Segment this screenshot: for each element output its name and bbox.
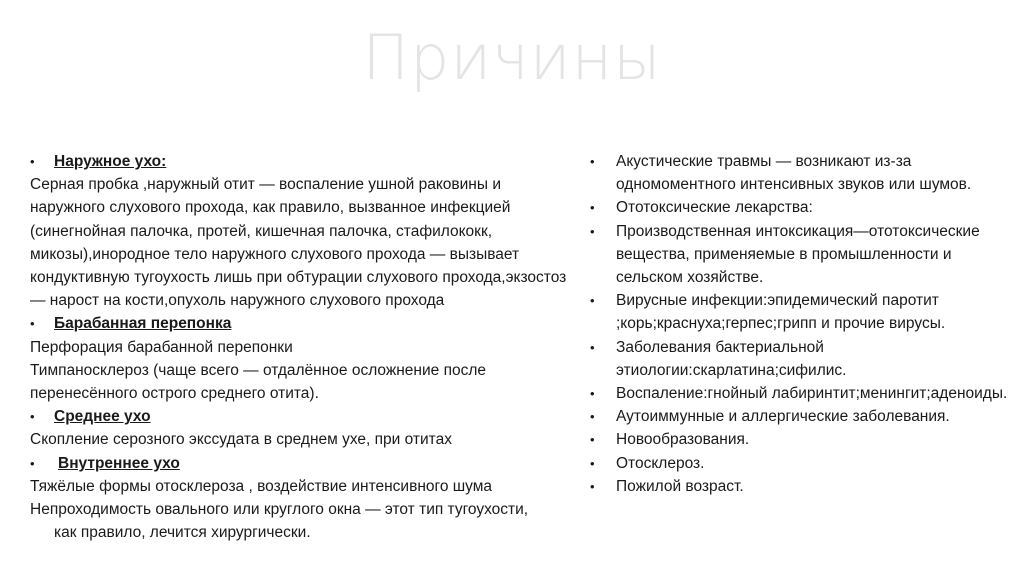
- list-item-text: Акустические травмы — возникают из-за одномоментного интенсивных звуков или шумов.: [616, 153, 972, 194]
- bullet-icon: •: [30, 409, 35, 425]
- list-item: [590, 289, 1010, 335]
- list-item-text: Новообразования.: [616, 431, 750, 449]
- list-item-text: Пожилой возраст.: [616, 477, 744, 495]
- section-text: Тимпаносклероз (чаще всего — отдалённое осложнение после перенесённого острого среднего отита).: [30, 361, 487, 403]
- section-heading: Наружное ухо:: [54, 153, 167, 170]
- list-item-text: Производственная интоксикация—ототоксические вещества, применяемые в промышленности и сельском хозяйстве.: [616, 222, 980, 287]
- bullet-icon: •: [30, 455, 35, 471]
- bullet-icon: •: [590, 455, 595, 471]
- left-column: [30, 150, 578, 544]
- bullet-icon: •: [590, 339, 595, 355]
- list-item-text: Аутоиммунные и аллергические заболевания.: [616, 408, 950, 426]
- bullet-icon: •: [590, 154, 595, 169]
- bullet-icon: •: [590, 432, 595, 448]
- bullet-icon: •: [30, 154, 35, 169]
- bullet-icon: •: [590, 386, 595, 402]
- list-item: [590, 428, 1010, 451]
- section-middle-ear: [30, 405, 578, 428]
- right-column: [590, 150, 1010, 498]
- section-outer-ear: [30, 150, 578, 173]
- list-item: [590, 382, 1010, 405]
- section-heading: Внутреннее ухо: [58, 454, 180, 472]
- bullet-icon: •: [590, 409, 595, 425]
- list-item-text: Вирусные инфекции:эпидемический паротит ;корь;краснуха;герпес;грипп и прочие вирусы.: [616, 292, 946, 333]
- section-eardrum: [30, 312, 578, 335]
- list-item: [590, 150, 1010, 196]
- list-item: [590, 196, 1010, 219]
- bullet-icon: •: [590, 478, 595, 494]
- list-item-text: Заболевания бактериальной этиологии:скарлатина;сифилис.: [616, 338, 847, 379]
- section-text: Тяжёлые формы отосклероза , воздействие интенсивного шума: [30, 477, 493, 495]
- section-text: Непроходимость овального или круглого окна — этот тип тугоухости, как правило, лечится хирургически.: [30, 501, 529, 542]
- section-heading: Барабанная перепонка: [54, 315, 232, 333]
- list-item-text: Ототоксические лекарства:: [616, 199, 813, 217]
- list-item: [590, 336, 1010, 382]
- list-item: [590, 452, 1010, 475]
- section-heading: Среднее ухо: [54, 408, 151, 426]
- section-text: Серная пробка ,наружный отит — воспаление ушной раковины и наружного слухового прохода, как правило, вызванное инфекцией (синегнойная палочка, протей, кишечная палочка, стафилококк, микозы),инородное тело наружного слухового прохода — вызывает кондуктивную тугоухость лишь при обтурации слухового прохода,экзостоз — нарост на кости,опухоль наружного слухового прохода: [30, 176, 567, 310]
- section-text: Скопление серозного экссудата в среднем ухе, при отитах: [30, 431, 452, 449]
- section-text: Перфорация барабанной перепонки: [30, 338, 293, 356]
- section-inner-ear: [30, 452, 578, 475]
- bullet-icon: •: [590, 293, 595, 309]
- list-item-text: Воспаление:гнойный лабиринтит;менингит;аденоиды.: [616, 385, 1008, 403]
- slide-title: Причины: [362, 21, 662, 94]
- list-item-text: Отосклероз.: [616, 454, 705, 472]
- list-item: [590, 405, 1010, 428]
- bullet-icon: •: [30, 316, 35, 332]
- bullet-icon: •: [590, 223, 595, 239]
- bullet-icon: •: [590, 200, 595, 216]
- list-item: [590, 475, 1010, 498]
- list-item: [590, 220, 1010, 290]
